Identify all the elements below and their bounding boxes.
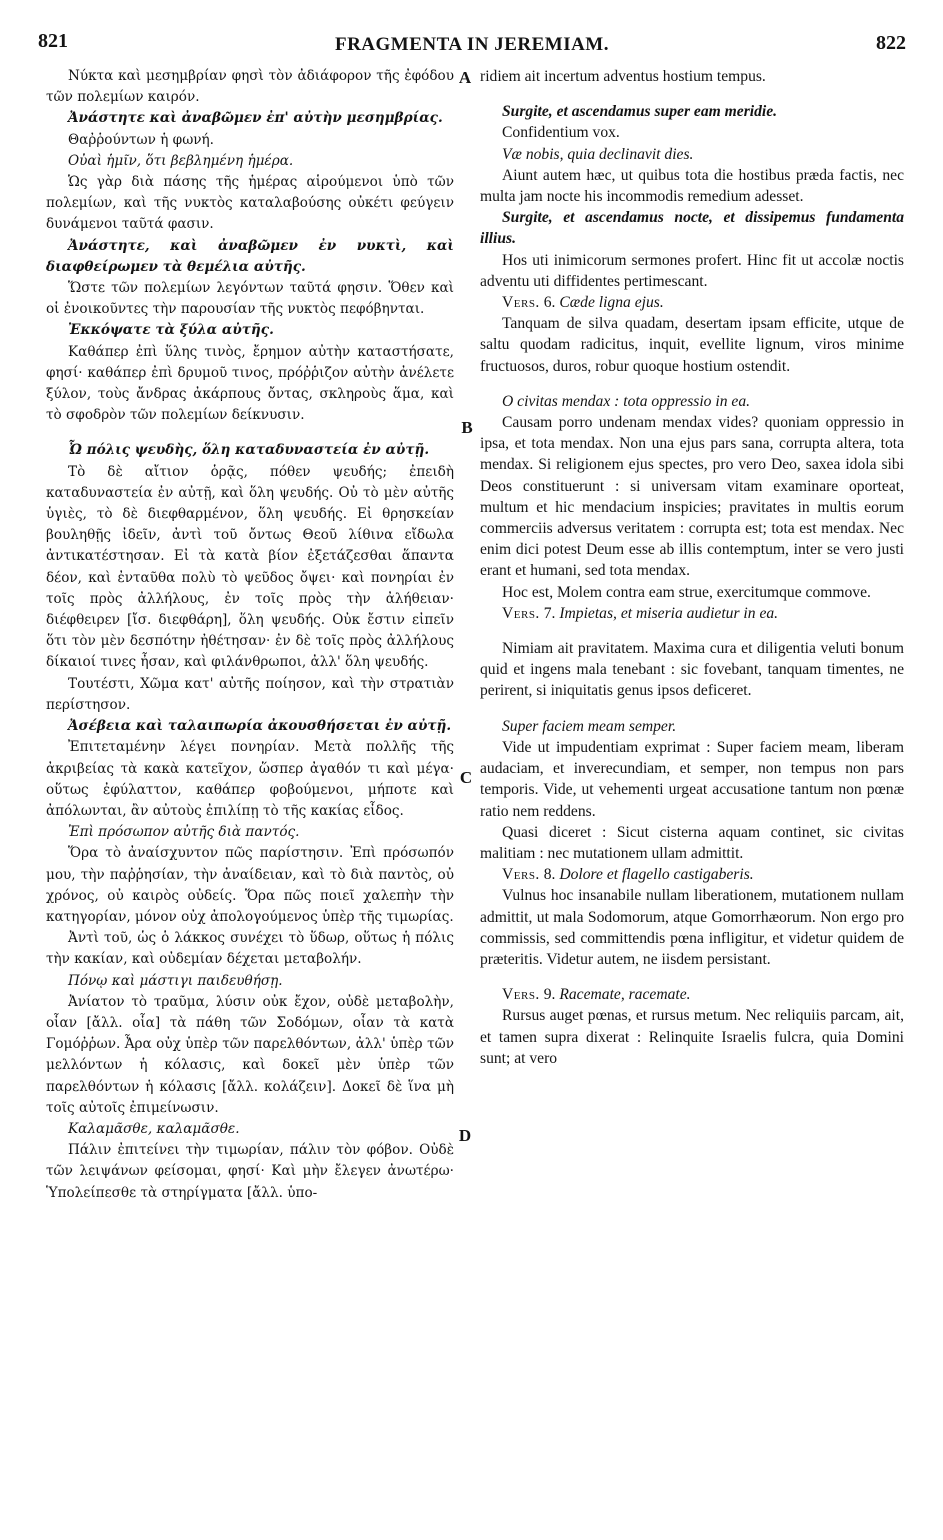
page-number-right: 822 [876, 32, 906, 54]
greek-paragraph: Καθάπερ ἐπὶ ὕλης τινὸς, ἔρημον αὐτὴν καταστήσατε, φησί· καθάπερ ἐπὶ δρυμοῦ τινος, πρόῤῥιζον αὐτὴν ἀνέλετε ξύλον, τοὺς ἄνδρας ἀκάρπους ὄντας, σκληροὺς ἅμα, καὶ τὸ σφοδρὸν τῶν πολεμίων δείκνυσιν. [46, 343, 454, 424]
latin-paragraph: Vers. 9. Racemate, racemate. [502, 986, 691, 1004]
greek-paragraph: Πόνῳ καὶ μάστιγι παιδευθήσῃ. [68, 972, 283, 989]
latin-paragraph: Surgite, et ascendamus nocte, et dissipemus fundamenta illius. [480, 209, 904, 248]
greek-paragraph: Θαῤῥούντων ἡ φωνή. [68, 131, 215, 148]
greek-paragraph: Πάλιν ἐπιτείνει τὴν τιμωρίαν, πάλιν τὸν φόβον. Οὐδὲ τῶν λειψάνων φείσομαι, φησί· Καὶ μὴν ἔλεγεν ἀνωτέρω· Ὑπολείπεσθε τὰ στηρίγματα [ἄλλ. ὑπο- [46, 1142, 454, 1201]
greek-column [46, 66, 454, 1204]
greek-paragraph: Οὐαὶ ἡμῖν, ὅτι βεβλημένη ἡμέρα. [68, 152, 294, 169]
latin-paragraph: Nimiam ait pravitatem. Maxima cura et diligentia veluti bonum quid et ingens mala tenebant : sic fovebant, tanquam timentes, ne perirent, si iniquitatis genus ipsos deficeret. [480, 640, 904, 700]
greek-paragraph: Ἐπὶ πρόσωπον αὐτῆς διὰ παντός. [68, 824, 300, 841]
greek-paragraph: Ὡς γὰρ διὰ πάσης τῆς ἡμέρας αἱρούμενοι ὑπὸ τῶν πολεμίων, καὶ τῆς νυκτὸς καταλαβούσης οὐκέτι φεύγειν δυνάμενοι ταῦτά φασιν. [46, 174, 454, 233]
section-marker-b: B [461, 418, 473, 437]
latin-column [480, 66, 904, 1069]
greek-paragraph: Ὦ πόλις ψευδὴς, ὅλη καταδυναστεία ἐν αὐτῇ. [68, 442, 430, 459]
latin-paragraph: Vers. 8. Dolore et flagello castigaberis. [502, 866, 754, 884]
latin-paragraph: Rursus auget pœnas, et rursus metum. Nec reliquiis parcam, ait, et tamen supra dixerat : Relinquite Israelis fulcra, quia Domini sunt; at vero [480, 1007, 904, 1067]
greek-paragraph: Ἐπιτεταμένην λέγει πονηρίαν. Μετὰ πολλῆς τῆς ἀκριβείας τὰ κακὰ κατεῖχον, ὥσπερ ἀγαθόν τι καὶ μέγα· οὕτως ἐφύλαττον, καθάπερ φοβούμενοι, μήποτε καὶ ἀπόλωνται, ἂν αὐτοὺς ἐπιλίπῃ τὸ τῆς κακίας εἶδος. [46, 739, 454, 819]
running-title: FRAGMENTA IN JEREMIAM. [334, 34, 609, 55]
section-marker-c: C [459, 768, 473, 787]
latin-paragraph: Vers. 7. Impietas, et miseria audietur in ea. [502, 604, 779, 622]
greek-paragraph: Καλαμᾶσθε, καλαμᾶσθε. [68, 1120, 240, 1137]
greek-paragraph: Ἐκκόψατε τὰ ξύλα αὐτῆς. [68, 322, 274, 339]
latin-paragraph: Quasi diceret : Sicut cisterna aquam continet, sic civitas malitiam : nec mutationem ullam admittit. [480, 823, 904, 862]
page-number-left: 821 [38, 30, 68, 52]
greek-paragraph: Ἀνίατον τὸ τραῦμα, λύσιν οὐκ ἔχον, οὐδὲ μεταβολὴν, οἷαν [ἄλλ. οἷα] τὰ πάθη τῶν Σοδόμων, οἷαν τὰ κατὰ Γομόῤῥων. Ἆρα οὐχ ὑπὲρ τῶν παρελθόντων, ἀλλ' ὑπὲρ τῶν μελλόντων ἡ κόλασις, καὶ δοκεῖ μὲν ὑπὲρ τῶν παρελθόντων ἡ κόλασις [ἄλλ. κολάζειν]. Δοκεῖ δὲ ἵνα μὴ τοῖς αὐτοῖς ἐπιμείνωσιν. [46, 993, 454, 1116]
latin-paragraph: Super faciem meam semper. [502, 717, 677, 735]
greek-paragraph: Ὅρα τὸ ἀναίσχυντον πῶς παρίστησιν. Ἐπὶ πρόσωπόν μου, τὴν παῤῥησίαν, τὴν ἀναίδειαν, καὶ τὸ διὰ παντὸς, οὐ χρόνος, οὐ καιρὸς οὐδείς. Ὅρα πῶς ποιεῖ χαλεπὴν τὴν κατηγορίαν, μόνον οὐχ ἀπολογούμενος ὑπὲρ τῆς τιμωρίας. [46, 845, 454, 925]
latin-paragraph: Hoc est, Molem contra eam strue, exercitumque commove. [502, 583, 871, 601]
latin-paragraph: Hos uti inimicorum sermones profert. Hinc fit ut accolæ noctis adventu uti diffidentes pertimescant. [480, 251, 904, 290]
latin-paragraph: Vers. 6. Cæde ligna ejus. [502, 294, 664, 312]
greek-paragraph: Ἀνάστητε, καὶ ἀναβῶμεν ἐν νυκτὶ, καὶ διαφθείρωμεν τὰ θεμέλια αὐτῆς. [46, 237, 454, 275]
latin-paragraph: O civitas mendax : tota oppressio in ea. [502, 392, 751, 410]
latin-paragraph: Surgite, et ascendamus super eam meridie. [502, 103, 778, 121]
greek-paragraph: Τουτέστι, Χῶμα κατ' αὐτῆς ποίησον, καὶ τὴν στρατιὰν περίστησον. [46, 675, 454, 713]
latin-paragraph: ridiem ait incertum adventus hostium tempus. [480, 68, 766, 85]
latin-paragraph: Væ nobis, quia declinavit dies. [502, 145, 694, 163]
greek-paragraph: Ἀντὶ τοῦ, ὡς ὁ λάκκος συνέχει τὸ ὕδωρ, οὕτως ἡ πόλις τὴν κακίαν, καὶ οὐδεμίαν δέχεται μεταβολήν. [46, 930, 454, 968]
section-marker-d: D [458, 1126, 472, 1145]
greek-paragraph: Ἀνάστητε καὶ ἀναβῶμεν ἐπ' αὐτὴν μεσημβρίας. [68, 110, 443, 127]
section-marker-a: A [458, 68, 472, 87]
greek-paragraph: Νύκτα καὶ μεσημβρίαν φησὶ τὸν ἀδιάφορον τῆς ἐφόδου τῶν πολεμίων καιρόν. [46, 68, 454, 106]
greek-paragraph: Τὸ δὲ αἴτιον ὁρᾷς, πόθεν ψευδής; ἐπειδὴ καταδυναστεία ἐν αὐτῇ, καὶ ὅλη ψευδής. Οὐ τὸ μὲν αὐτῆς ὑγιὲς, τὸ δὲ διεφθαρμένον, ὅλη ψευδής. Εἰ θρησκείαν βουληθῇς ἰδεῖν, ἀντὶ τοῦ ὄντως Θεοῦ λίθινα εἴδωλα ἀντικατέστησαν. Εἰ τὰ κατὰ βίον ἐξετάζεσθαι ἅπαντα δέον, καὶ ἐνταῦθα πολὺ τὸ ψεῦδος ὄψει· καὶ πονηρίαι ἐν τοῖς πρὸς ἀλλήλους, ἐν τοῖς πρὸς τὴν ἀλήθειαν· διέφθειρεν [ἴσ. διεφθάρη], ὅλη ψευδής. Οὐκ ἔστιν εἰπεῖν ὅτι τὸν μὲν δεσπότην ἠθέτησαν· ἐν δὲ τοῖς πρὸς ἀλλήλους δίκαιοί τινες ἦσαν, καὶ φιλάνθρωποι, ἀλλ' ὅλη ψευδής. [46, 463, 454, 671]
latin-paragraph: Vulnus hoc insanabile nullam liberationem, mutationem nullam admittit, ut mala Sodomorum, atque Gomorrhæorum. Non ergo pro commissis, sed committendis pœna infligitur, et videtur quidem de præteritis. Videtur autem, ne iisdem persistant. [480, 887, 904, 968]
latin-paragraph: Aiunt autem hæc, ut quibus tota die hostibus præda factis, nec multa jam nocte his incommodis remedium adesset. [480, 166, 904, 206]
greek-paragraph: Ὥστε τῶν πολεμίων λεγόντων ταῦτά φησιν. Ὅθεν καὶ οἱ ἐνοικοῦντες τὴν παρουσίαν τῆς νυκτὸς πεφόβηνται. [46, 280, 454, 318]
page-header [38, 30, 906, 58]
latin-paragraph: Vide ut impudentiam exprimat : Super faciem meam, liberam audaciam, et inverecundiam, et semper, non tempus non pars temporis. Vide, ut vehementi urgeat accusatione tantum non pœnæ ratio nem reddens. [480, 738, 904, 820]
greek-paragraph: Ἀσέβεια καὶ ταλαιπωρία ἀκουσθήσεται ἐν αὐτῇ. [68, 718, 452, 735]
latin-paragraph: Causam porro undenam mendax vides? quoniam oppressio in ipsa, et tota mendax. Non una ejus pars sana, corrupta altera, tota mendax. Si religionem ejus spectes, pro vero Deo, saxea idola sibi Deos constituerunt : si universam vitam examinare oporteat, multum et hic mendacium inspicies; pravitates in multis eorum commerciis adversus veritatem : corrupta est; tota est mendax. Nec enim dici potest Deum esse ab illis contemptum, inter se vero justi erant et humani, sed tota mendax. [480, 414, 904, 580]
latin-paragraph: Confidentium vox. [502, 124, 620, 142]
latin-paragraph: Tanquam de silva quadam, desertam ipsam efficite, utque de saltu quodam radicitus, inquit, evellite lignum, viros minime fructuosos, duros, robur quoque hostium ostendit. [480, 315, 904, 375]
